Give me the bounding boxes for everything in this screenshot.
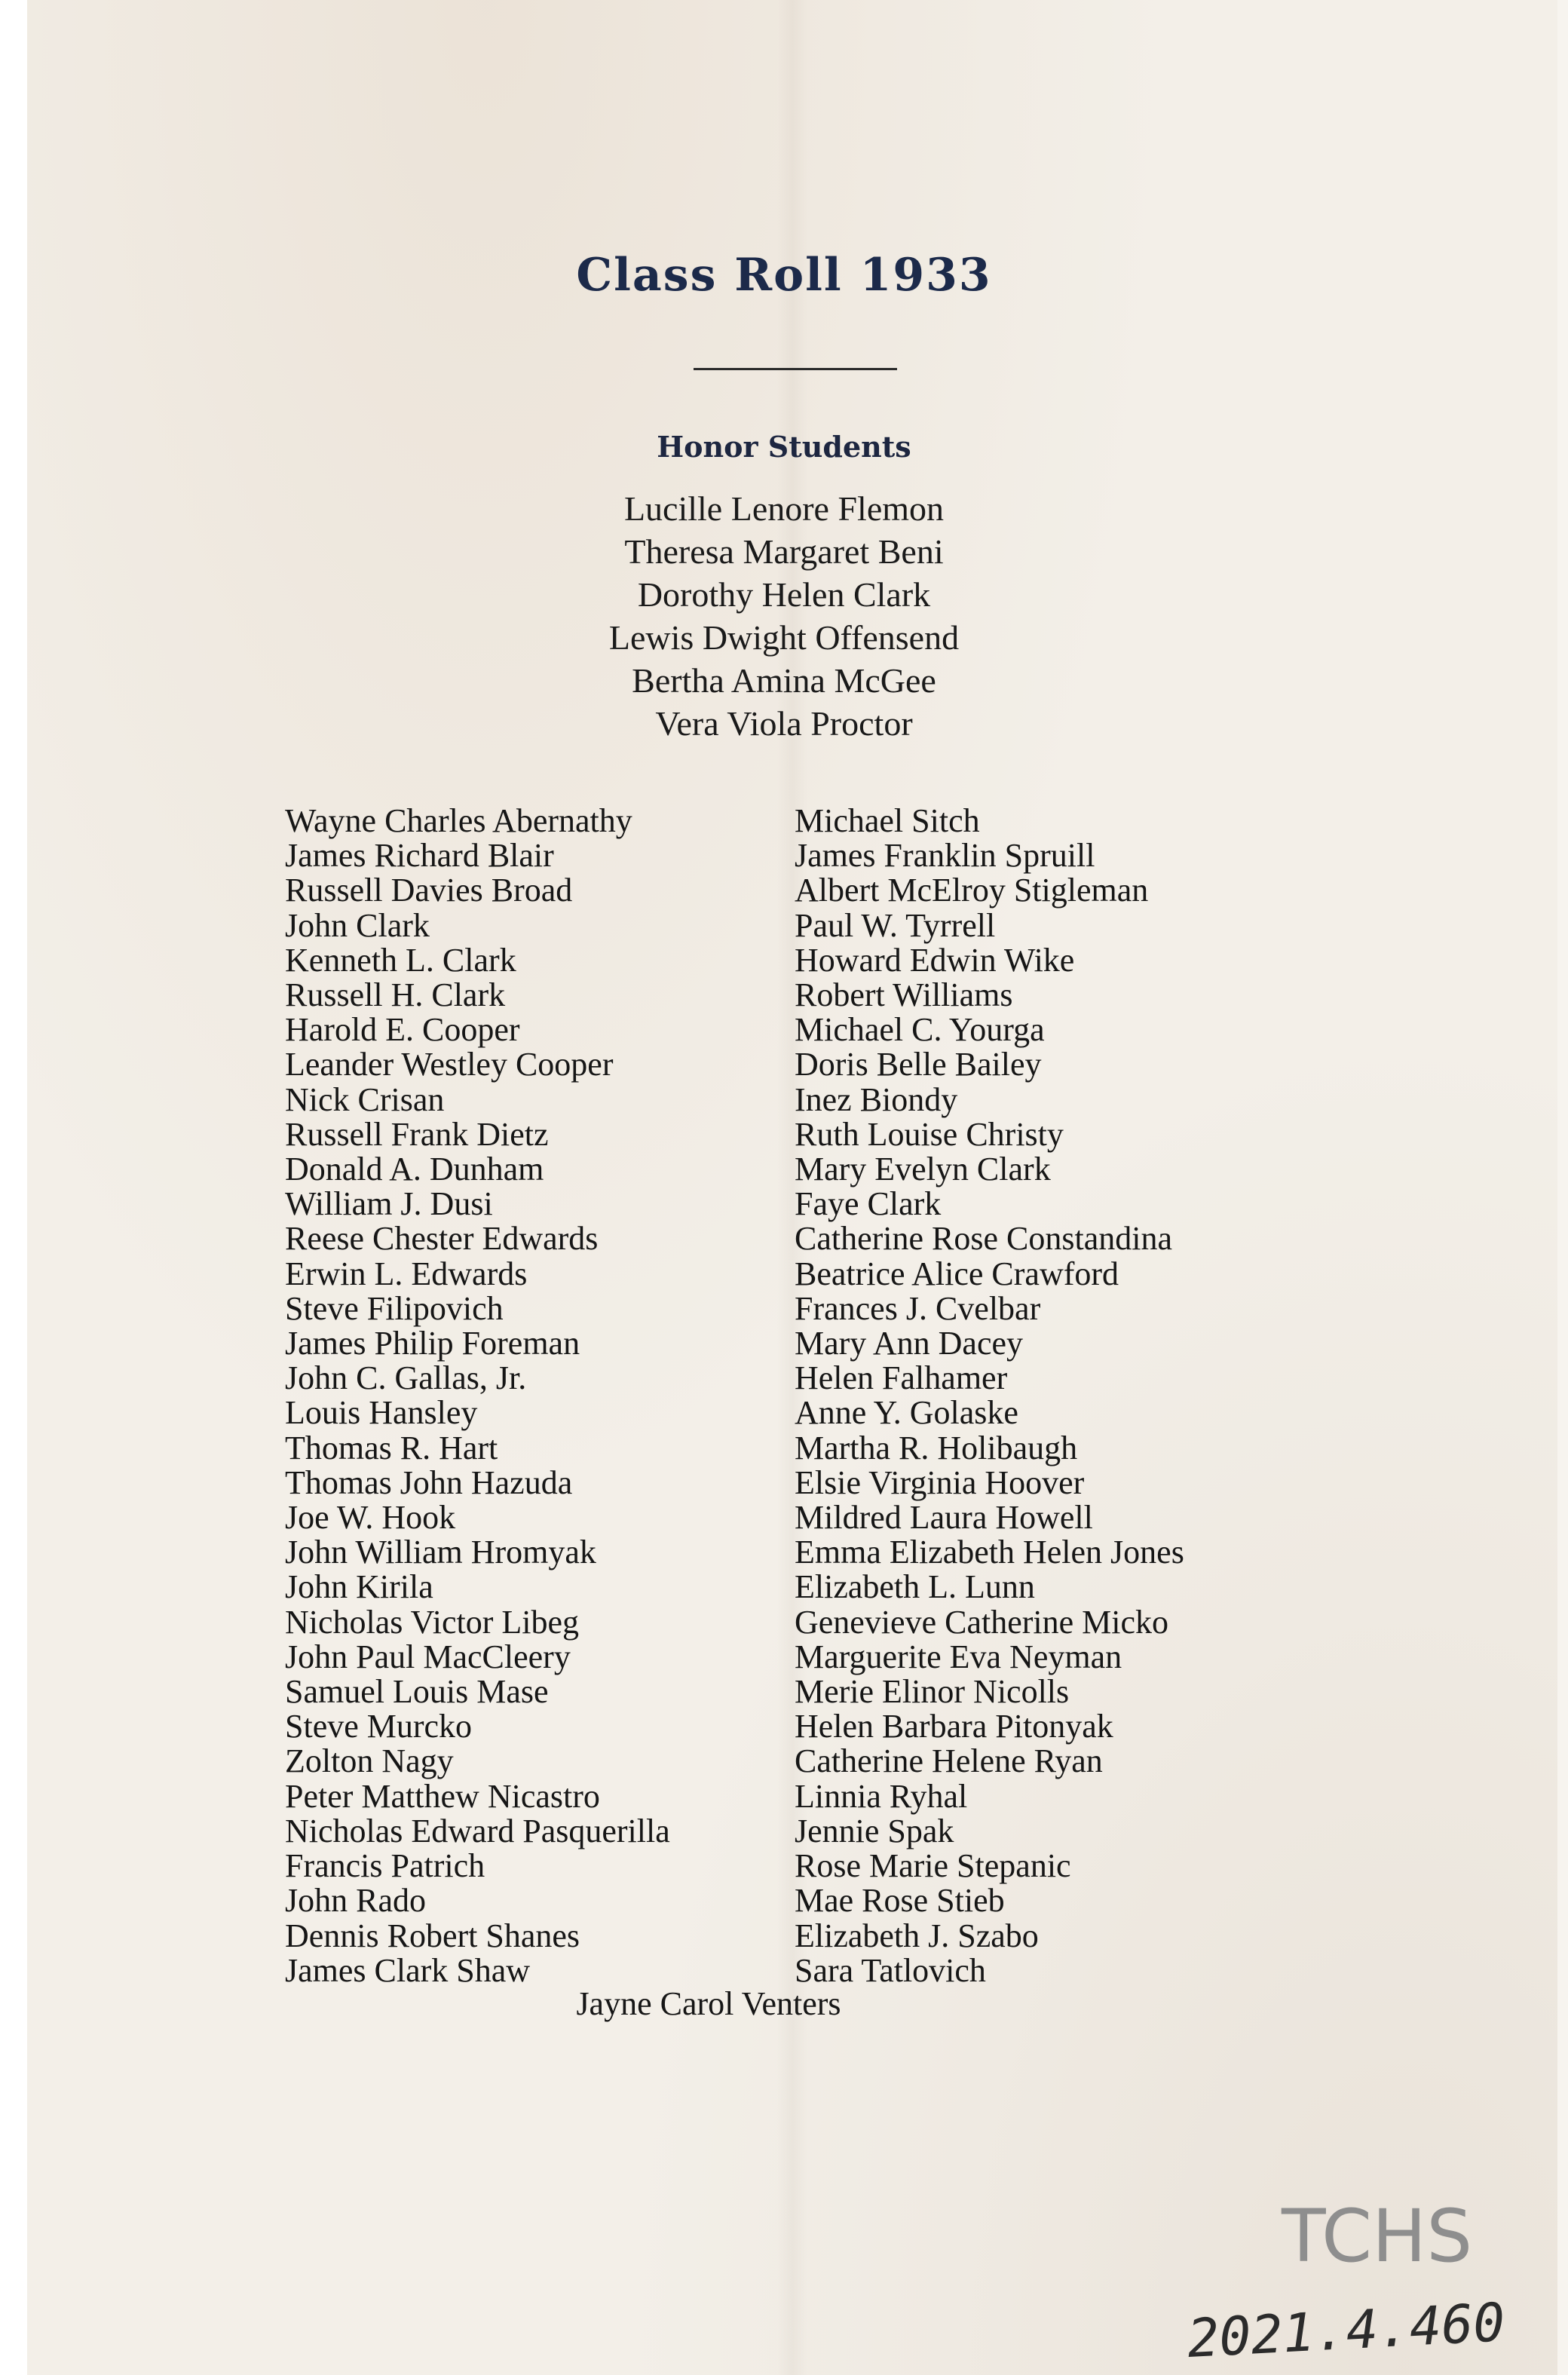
student-name: Harold E. Cooper [285,1011,520,1049]
student-name: Elizabeth J. Szabo [795,1917,1039,1954]
student-name: Inez Biondy [795,1080,958,1118]
student-name: Mary Evelyn Clark [795,1151,1051,1188]
student-name: Doris Belle Bailey [795,1046,1042,1083]
student-name: John William Hromyak [285,1534,596,1571]
accession-number: 2021.4.460 [1186,2291,1507,2370]
student-name: Mildred Laura Howell [795,1499,1093,1537]
student-name: Helen Falhamer [795,1359,1008,1397]
student-name: Peter Matthew Nicastro [285,1777,600,1815]
student-name: John Kirila [285,1568,433,1606]
student-name: Russell H. Clark [285,976,506,1014]
student-name: Dennis Robert Shanes [285,1917,580,1954]
student-name: Howard Edwin Wike [795,941,1075,979]
student-name: Thomas R. Hart [285,1429,498,1466]
honor-students-list [0,487,1568,745]
student-name: Marguerite Eva Neyman [795,1638,1122,1675]
honor-student-name: Theresa Margaret Beni [624,532,944,571]
student-name: John Clark [285,906,430,944]
student-name: Genevieve Catherine Micko [795,1603,1169,1641]
student-name: James Richard Blair [285,837,554,875]
student-name: Ruth Louise Christy [795,1115,1064,1153]
student-name: William J. Dusi [285,1185,493,1223]
roll-right-column [795,804,1184,1988]
student-name: Anne Y. Golaske [795,1394,1018,1432]
student-name: John C. Gallas, Jr. [285,1359,527,1397]
student-name: Paul W. Tyrrell [795,906,996,944]
student-name: Reese Chester Edwards [285,1220,599,1258]
student-name: Sara Tatlovich [795,1951,986,1989]
student-name: Mary Ann Dacey [795,1325,1024,1362]
archive-stamp: TCHS [1282,2194,1473,2278]
student-name: Michael C. Yourga [795,1011,1045,1049]
student-name: Faye Clark [795,1185,942,1223]
student-name: Catherine Rose Constandina [795,1220,1173,1258]
student-name: Frances J. Cvelbar [795,1289,1041,1327]
student-name: Steve Filipovich [285,1289,504,1327]
student-name: Francis Patrich [285,1847,485,1885]
student-name: Nicholas Victor Libeg [285,1603,580,1641]
student-name: James Clark Shaw [285,1951,531,1989]
student-name: Russell Frank Dietz [285,1115,549,1153]
student-name: Catherine Helene Ryan [795,1742,1103,1780]
student-name: Elizabeth L. Lunn [795,1568,1035,1606]
student-name: Zolton Nagy [285,1742,454,1780]
honor-student-name: Bertha Amina McGee [632,661,936,700]
page-title: Class Roll 1933 [576,249,992,302]
honor-student-name: Vera Viola Proctor [655,704,913,743]
student-name: Russell Davies Broad [285,872,573,909]
student-name: Joe W. Hook [285,1499,456,1537]
honor-students-heading: Honor Students [657,430,911,464]
student-name: Martha R. Holibaugh [795,1429,1078,1466]
student-name: Mae Rose Stieb [795,1882,1005,1920]
student-name: Samuel Louis Mase [285,1673,549,1711]
student-name: Jennie Spak [795,1812,954,1849]
student-name: Merie Elinor Nicolls [795,1673,1070,1711]
student-name: Beatrice Alice Crawford [795,1255,1119,1292]
student-name: James Philip Foreman [285,1325,580,1362]
student-name: Thomas John Hazuda [285,1463,573,1501]
student-name: Emma Elizabeth Helen Jones [795,1534,1184,1571]
student-name: Linnia Ryhal [795,1777,968,1815]
roll-final-name: Jayne Carol Venters [576,1985,841,2022]
student-name: Steve Murcko [285,1708,473,1745]
student-name: Donald A. Dunham [285,1151,544,1188]
title-divider [694,368,897,370]
student-name: Erwin L. Edwards [285,1255,528,1292]
student-name: Louis Hansley [285,1394,478,1432]
student-name: John Rado [285,1882,426,1920]
student-name: Rose Marie Stepanic [795,1847,1071,1885]
student-name: John Paul MacCleery [285,1638,571,1675]
student-name: Nicholas Edward Pasquerilla [285,1812,670,1849]
honor-student-name: Dorothy Helen Clark [637,575,931,614]
student-name: Kenneth L. Clark [285,941,516,979]
student-name: Helen Barbara Pitonyak [795,1708,1113,1745]
student-name: Robert Williams [795,976,1013,1014]
student-name: James Franklin Spruill [795,837,1095,875]
student-name: Michael Sitch [795,802,980,839]
roll-left-column [285,804,670,1988]
honor-student-name: Lewis Dwight Offensend [608,618,960,657]
student-name: Elsie Virginia Hoover [795,1463,1085,1501]
honor-student-name: Lucille Lenore Flemon [623,489,945,528]
student-name: Nick Crisan [285,1080,445,1118]
student-name: Albert McElroy Stigleman [795,872,1149,909]
student-name: Leander Westley Cooper [285,1046,614,1083]
student-name: Wayne Charles Abernathy [285,802,632,839]
